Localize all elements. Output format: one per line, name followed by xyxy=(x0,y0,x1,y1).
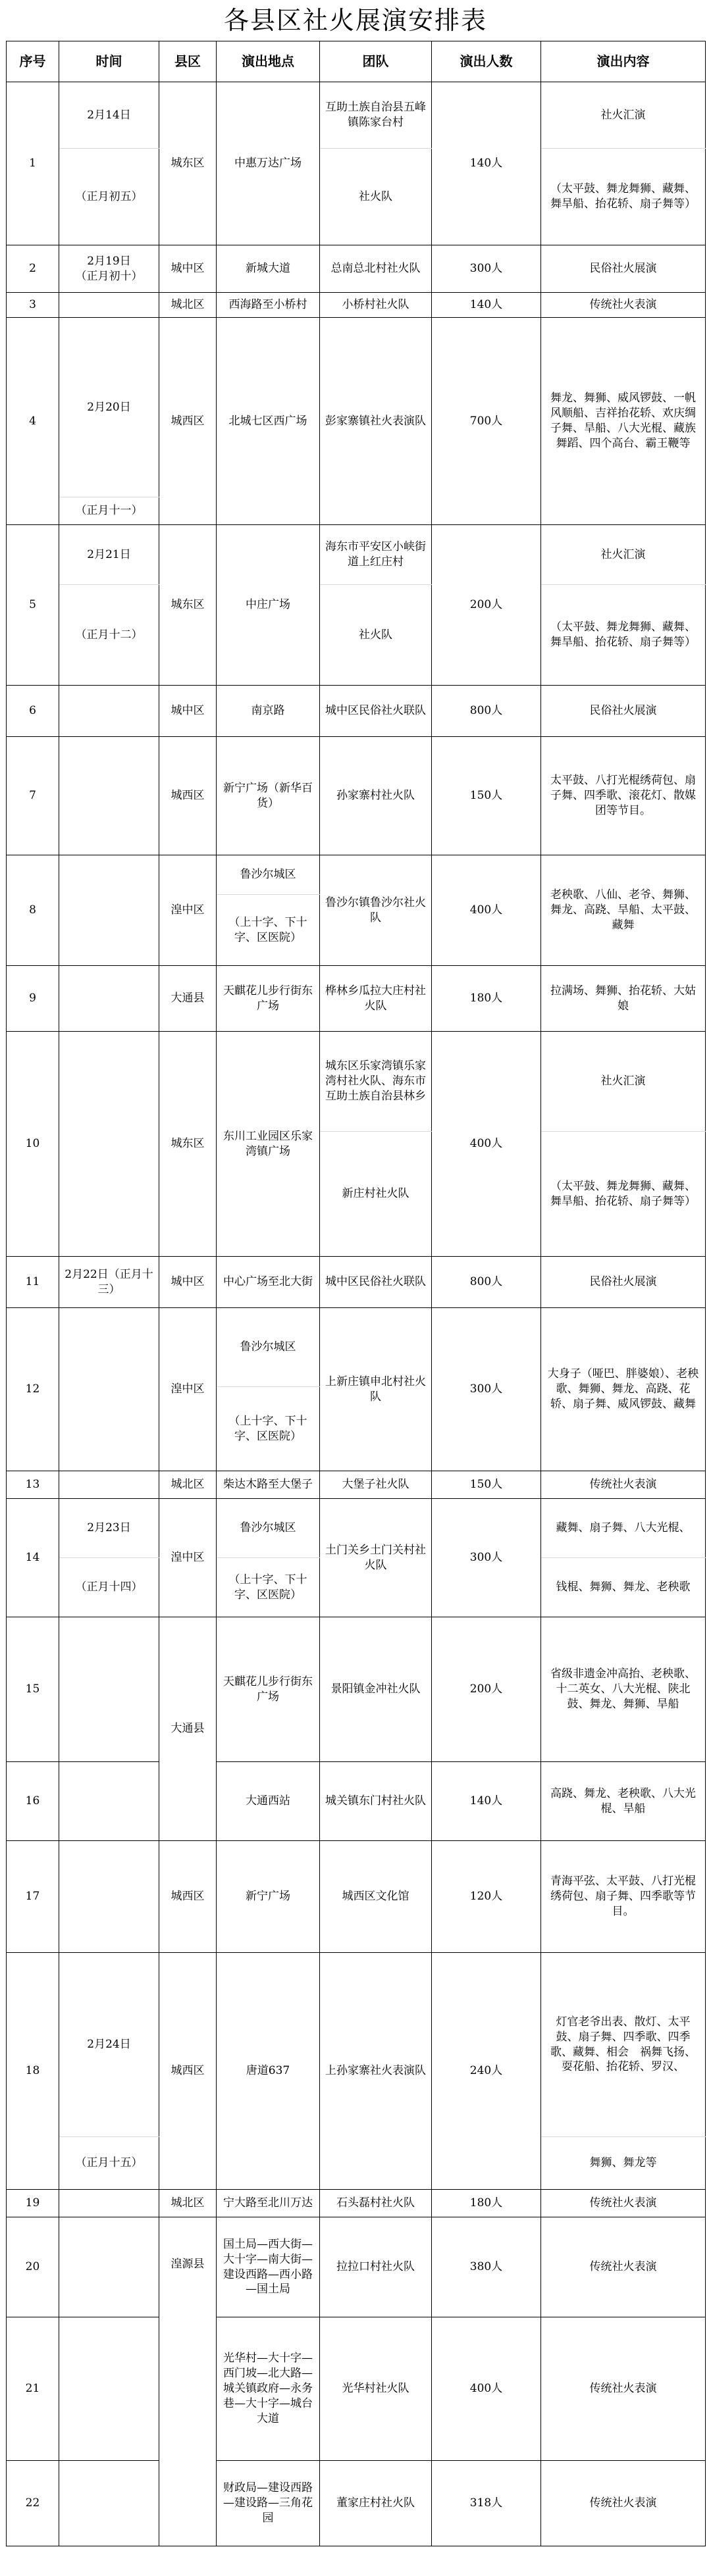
row-number: 5 xyxy=(7,525,59,686)
team-cell: 大堡子社火队 xyxy=(320,1471,432,1499)
col-header: 团队 xyxy=(320,41,432,82)
place-cell: 中惠万达广场 xyxy=(217,82,320,245)
team-cell: 城中区民俗社火联队 xyxy=(320,1257,432,1308)
place-cell: （上十字、下十字、区医院） xyxy=(217,1558,320,1617)
team-cell: 新庄村社火队 xyxy=(320,1132,432,1257)
date-cell xyxy=(59,2190,159,2217)
table-row xyxy=(7,1471,706,1499)
county-cell: 城北区 xyxy=(159,1471,217,1499)
date-cell xyxy=(59,686,159,737)
col-header: 演出地点 xyxy=(217,41,320,82)
schedule-table xyxy=(6,41,706,2546)
date-cell xyxy=(59,245,159,293)
county-cell: 城西区 xyxy=(159,318,217,525)
team-cell: 上新庄镇申北村社火队 xyxy=(320,1308,432,1471)
team-cell: 城西区文化馆 xyxy=(320,1841,432,1953)
place-cell: 柴达木路至大堡子 xyxy=(217,1471,320,1499)
team-cell: 董家庄村社火队 xyxy=(320,2461,432,2546)
content-cell: 社火汇演 xyxy=(541,1032,706,1132)
county-cell: 城北区 xyxy=(159,293,217,318)
date-cell xyxy=(59,1762,159,1841)
row-number: 18 xyxy=(7,1953,59,2190)
place-cell: 天麒花儿步行街东广场 xyxy=(217,1617,320,1762)
col-header: 县区 xyxy=(159,41,217,82)
col-header: 序号 xyxy=(7,41,59,82)
county-cell: 城西区 xyxy=(159,1841,217,1953)
row-number: 8 xyxy=(7,855,59,966)
table-row xyxy=(7,2217,706,2317)
row-number: 11 xyxy=(7,1257,59,1308)
table-row xyxy=(7,966,706,1032)
table-row xyxy=(7,1953,706,2137)
county-cell: 城北区 xyxy=(159,2190,217,2217)
row-number: 13 xyxy=(7,1471,59,1499)
place-cell: 鲁沙尔城区 xyxy=(217,855,320,895)
people-cell: 800人 xyxy=(432,686,541,737)
team-cell: 景阳镇金冲社火队 xyxy=(320,1617,432,1762)
date-cell xyxy=(59,1308,159,1471)
row-number: 19 xyxy=(7,2190,59,2217)
place-cell: （上十字、下十字、区医院） xyxy=(217,1387,320,1471)
place-cell: （上十字、下十字、区医院） xyxy=(217,895,320,966)
date-cell xyxy=(59,1471,159,1499)
people-cell: 700人 xyxy=(432,318,541,525)
table-row xyxy=(7,2190,706,2217)
team-cell: 石头磊村社火队 xyxy=(320,2190,432,2217)
content-cell: （太平鼓、舞龙舞狮、藏舞、舞旱船、抬花轿、扇子舞等） xyxy=(541,585,706,686)
team-cell: 海东市平安区小峡街道上红庄村 xyxy=(320,525,432,585)
row-number: 9 xyxy=(7,966,59,1032)
header-row xyxy=(7,41,706,82)
team-cell: 土门关乡土门关村社火队 xyxy=(320,1499,432,1617)
place-cell: 北城七区西广场 xyxy=(217,318,320,525)
team-cell: 上孙家寨社火表演队 xyxy=(320,1953,432,2190)
row-number: 15 xyxy=(7,1617,59,1762)
county-cell: 城东区 xyxy=(159,82,217,245)
date-cell xyxy=(59,855,159,966)
place-cell: 中庄广场 xyxy=(217,525,320,686)
date-cell: 2月20日 xyxy=(59,318,159,497)
date-cell xyxy=(59,737,159,855)
county-cell: 湟中区 xyxy=(159,1308,217,1471)
row-number: 21 xyxy=(7,2317,59,2461)
content-cell: 太平鼓、八打光棍绣荷包、扇子舞、四季歌、滚花灯、散媒团等节目。 xyxy=(541,737,706,855)
col-header: 演出内容 xyxy=(541,41,706,82)
table-row xyxy=(7,2317,706,2461)
people-cell: 300人 xyxy=(432,245,541,293)
table-row xyxy=(7,1762,706,1841)
content-cell: （太平鼓、舞龙舞狮、藏舞、舞旱船、抬花轿、扇子舞等） xyxy=(541,149,706,245)
date-cell xyxy=(59,1617,159,1762)
date-text: 2月19日 xyxy=(87,254,131,268)
people-cell: 180人 xyxy=(432,966,541,1032)
date-cell xyxy=(59,2317,159,2461)
content-cell: 拉满场、舞狮、抬花轿、大姑娘 xyxy=(541,966,706,1032)
people-cell: 120人 xyxy=(432,1841,541,1953)
county-cell: 城中区 xyxy=(159,245,217,293)
people-cell: 150人 xyxy=(432,737,541,855)
date-cell xyxy=(59,1841,159,1953)
county-cell: 城西区 xyxy=(159,1953,217,2190)
place-cell: 唐道637 xyxy=(217,1953,320,2190)
county-cell: 城西区 xyxy=(159,737,217,855)
team-cell: 社火队 xyxy=(320,585,432,686)
content-cell: 高跷、舞龙、老秧歌、八大光棍、旱船 xyxy=(541,1762,706,1841)
date-cell: 2月23日 xyxy=(59,1499,159,1558)
date-cell xyxy=(59,966,159,1032)
place-cell: 东川工业园区乐家湾镇广场 xyxy=(217,1032,320,1257)
row-number: 22 xyxy=(7,2461,59,2546)
date-cell: 2月22日（正月十三） xyxy=(59,1257,159,1308)
table-row xyxy=(7,2461,706,2546)
date-cell: 2月14日 xyxy=(59,82,159,149)
people-cell: 140人 xyxy=(432,1762,541,1841)
team-cell: 总南总北村社火队 xyxy=(320,245,432,293)
content-cell: 舞龙、舞狮、威风锣鼓、一帆风顺船、吉祥抬花轿、欢庆绸子舞、旱船、八大光棍、藏族舞蹈、四个高台、霸王鞭等 xyxy=(541,318,706,525)
place-cell: 鲁沙尔城区 xyxy=(217,1308,320,1387)
place-cell: 大通西站 xyxy=(217,1762,320,1841)
date-cell xyxy=(59,2217,159,2317)
people-cell: 140人 xyxy=(432,82,541,245)
content-cell: 钱棍、舞狮、舞龙、老秧歌 xyxy=(541,1558,706,1617)
county-cell: 城中区 xyxy=(159,1257,217,1308)
table-row xyxy=(7,293,706,318)
date-cell xyxy=(59,1032,159,1257)
row-number: 10 xyxy=(7,1032,59,1257)
team-cell: 孙家寨村社火队 xyxy=(320,737,432,855)
team-cell: 光华村社火队 xyxy=(320,2317,432,2461)
table-row xyxy=(7,82,706,149)
team-cell: 互助土族自治县五峰镇陈家台村 xyxy=(320,82,432,149)
row-number: 2 xyxy=(7,245,59,293)
lunar-date-text: （正月初十） xyxy=(75,269,143,283)
team-cell: 社火队 xyxy=(320,149,432,245)
place-cell: 鲁沙尔城区 xyxy=(217,1499,320,1558)
people-cell: 380人 xyxy=(432,2217,541,2317)
table-row xyxy=(7,686,706,737)
col-header: 时间 xyxy=(59,41,159,82)
row-number: 12 xyxy=(7,1308,59,1471)
content-cell: 舞狮、舞龙等 xyxy=(541,2137,706,2190)
content-cell: 藏舞、扇子舞、八大光棍、 xyxy=(541,1499,706,1558)
content-cell: 传统社火表演 xyxy=(541,2190,706,2217)
people-cell: 150人 xyxy=(432,1471,541,1499)
content-cell: 社火汇演 xyxy=(541,525,706,585)
content-cell: 传统社火表演 xyxy=(541,293,706,318)
county-cell: 城东区 xyxy=(159,525,217,686)
content-cell: 传统社火表演 xyxy=(541,2317,706,2461)
county-cell: 城东区 xyxy=(159,1032,217,1257)
lunar-date-cell: （正月十二） xyxy=(59,585,159,686)
people-cell: 240人 xyxy=(432,1953,541,2190)
table-row xyxy=(7,855,706,895)
lunar-date-cell: （正月十四） xyxy=(59,1558,159,1617)
table-row xyxy=(7,1032,706,1132)
lunar-date-cell: （正月十一） xyxy=(59,497,159,525)
row-number: 1 xyxy=(7,82,59,245)
row-number: 3 xyxy=(7,293,59,318)
place-cell: 新城大道 xyxy=(217,245,320,293)
table-row-sub xyxy=(7,149,706,245)
people-cell: 300人 xyxy=(432,1499,541,1617)
content-cell: 灯官老爷出表、散灯、太平鼓、扇子舞、四季歌、四季歌、藏舞、相会 祸舞飞扬、耍花船、抬花轿、罗汉、 xyxy=(541,1953,706,2137)
people-cell: 200人 xyxy=(432,1617,541,1762)
table-row xyxy=(7,245,706,293)
place-cell: 光华村—大十字—西门坡—北大路—城关镇政府—永务巷—大十字—城台大道 xyxy=(217,2317,320,2461)
row-number: 4 xyxy=(7,318,59,525)
county-cell: 湟源县 xyxy=(159,2217,217,2546)
row-number: 17 xyxy=(7,1841,59,1953)
content-cell: 民俗社火展演 xyxy=(541,686,706,737)
team-cell: 鲁沙尔镇鲁沙尔社火队 xyxy=(320,855,432,966)
col-header: 演出人数 xyxy=(432,41,541,82)
county-cell: 城中区 xyxy=(159,686,217,737)
content-cell: 传统社火表演 xyxy=(541,1471,706,1499)
team-cell: 彭家寨镇社火表演队 xyxy=(320,318,432,525)
county-cell: 湟中区 xyxy=(159,855,217,966)
table-row xyxy=(7,318,706,497)
table-row xyxy=(7,1257,706,1308)
place-cell: 新宁广场（新华百货） xyxy=(217,737,320,855)
table-row xyxy=(7,525,706,585)
lunar-date-cell: （正月十五） xyxy=(59,2137,159,2190)
county-cell: 大通县 xyxy=(159,1617,217,1841)
date-cell xyxy=(59,2461,159,2546)
team-cell: 城东区乐家湾镇乐家湾村社火队、海东市互助土族自治县林乡 xyxy=(320,1032,432,1132)
row-number: 20 xyxy=(7,2217,59,2317)
table-row xyxy=(7,737,706,855)
people-cell: 200人 xyxy=(432,525,541,686)
county-cell: 湟中区 xyxy=(159,1499,217,1617)
place-cell: 新宁广场 xyxy=(217,1841,320,1953)
people-cell: 400人 xyxy=(432,855,541,966)
place-cell: 宁大路至北川万达 xyxy=(217,2190,320,2217)
content-cell: 社火汇演 xyxy=(541,82,706,149)
date-cell: 2月21日 xyxy=(59,525,159,585)
content-cell: 传统社火表演 xyxy=(541,2217,706,2317)
table-row xyxy=(7,1617,706,1762)
content-cell: （太平鼓、舞龙舞狮、藏舞、舞旱船、抬花轿、扇子舞等） xyxy=(541,1132,706,1257)
table-row-sub xyxy=(7,585,706,686)
row-number: 16 xyxy=(7,1762,59,1841)
county-cell: 大通县 xyxy=(159,966,217,1032)
content-cell: 民俗社火展演 xyxy=(541,1257,706,1308)
team-cell: 小桥村社火队 xyxy=(320,293,432,318)
place-cell: 天麒花儿步行街东广场 xyxy=(217,966,320,1032)
people-cell: 300人 xyxy=(432,1308,541,1471)
team-cell: 城中区民俗社火联队 xyxy=(320,686,432,737)
row-number: 14 xyxy=(7,1499,59,1617)
place-cell: 南京路 xyxy=(217,686,320,737)
table-row xyxy=(7,1841,706,1953)
content-cell: 老秧歌、八仙、老爷、舞狮、舞龙、高跷、旱船、太平鼓、藏舞 xyxy=(541,855,706,966)
content-cell: 传统社火表演 xyxy=(541,2461,706,2546)
date-cell xyxy=(59,293,159,318)
row-number: 7 xyxy=(7,737,59,855)
content-cell: 大身子（哑巴、胖婆娘）、老秧歌、舞狮、舞龙、高跷、花轿、扇子舞、威风锣鼓、藏舞 xyxy=(541,1308,706,1471)
people-cell: 180人 xyxy=(432,2190,541,2217)
content-cell: 省级非遗金冲高抬、老秧歌、十二英女、八大光棍、陕北鼓、舞龙、舞狮、旱船 xyxy=(541,1617,706,1762)
people-cell: 400人 xyxy=(432,1032,541,1257)
table-row xyxy=(7,1499,706,1558)
content-cell: 民俗社火展演 xyxy=(541,245,706,293)
team-cell: 桦林乡瓜拉大庄村社火队 xyxy=(320,966,432,1032)
place-cell: 西海路至小桥村 xyxy=(217,293,320,318)
people-cell: 318人 xyxy=(432,2461,541,2546)
date-cell: 2月24日 xyxy=(59,1953,159,2137)
place-cell: 财政局—建设西路—建设路—三角花园 xyxy=(217,2461,320,2546)
table-row xyxy=(7,1308,706,1387)
content-cell: 青海平弦、太平鼓、八打光棍绣荷包、扇子舞、四季歌等节目。 xyxy=(541,1841,706,1953)
people-cell: 400人 xyxy=(432,2317,541,2461)
team-cell: 拉拉口村社火队 xyxy=(320,2217,432,2317)
place-cell: 中心广场至北大街 xyxy=(217,1257,320,1308)
team-cell: 城关镇东门村社火队 xyxy=(320,1762,432,1841)
people-cell: 140人 xyxy=(432,293,541,318)
row-number: 6 xyxy=(7,686,59,737)
people-cell: 800人 xyxy=(432,1257,541,1308)
lunar-date-cell: （正月初五） xyxy=(59,149,159,245)
place-cell: 国土局—西大街—大十字—南大街—建设西路—西小路—国土局 xyxy=(217,2217,320,2317)
page-title: 各县区社火展演安排表 xyxy=(223,6,487,35)
